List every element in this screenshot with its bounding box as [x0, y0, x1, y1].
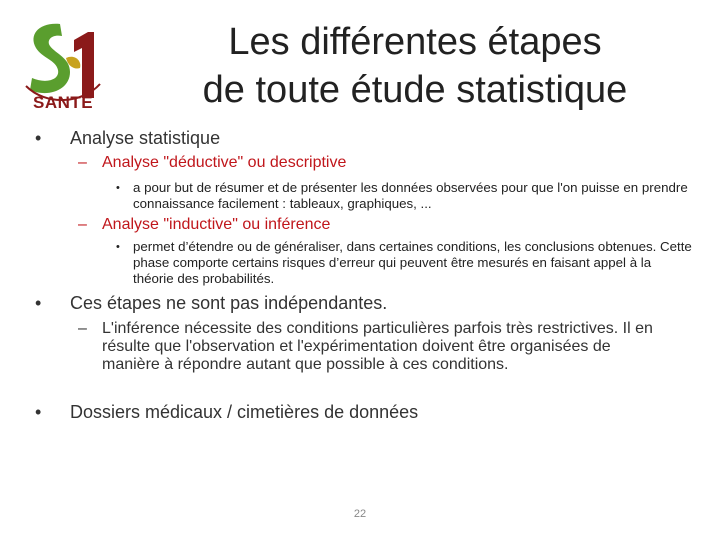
page-number: 22 [353, 508, 367, 520]
title-line-1: Les différentes étapes [228, 21, 602, 63]
bullet-icon: • [116, 241, 120, 253]
detail-text: a pour but de résumer et de présenter les données observées pour que l'on puisse en prendre connaissance facilement : tableaux, graphiques, ... [133, 180, 688, 211]
sub-bullet-text: Analyse "déductive" ou descriptive [102, 154, 347, 171]
bullet-icon: • [35, 402, 42, 422]
bullet-icon: • [35, 293, 42, 313]
sub-bullet-text: L'inférence nécessite des conditions particulières parfois très restrictives. Il en résulte que l'observation et l'expérimentation doivent être organisées de manière à répondre autant que possible à ces conditions. [102, 320, 653, 373]
title-line-2: de toute étude statistique [202, 69, 628, 111]
logo-text: SANTE [33, 93, 94, 112]
dash-icon: – [78, 154, 87, 171]
sub-bullet-text: Analyse "inductive" ou inférence [102, 216, 331, 233]
bullet-icon: • [116, 182, 120, 194]
detail-text: permet d’étendre ou de généraliser, dans certaines conditions, les conclusions obtenues. Cette phase comporte certains risques d’erreur qui peuvent être mesurés en faisant appel à la théorie des probabilités. [133, 239, 692, 286]
dash-icon: – [78, 216, 87, 233]
slide-title [130, 18, 700, 114]
dash-icon: – [78, 320, 87, 337]
bullet-text: Analyse statistique [70, 128, 221, 148]
bullet-text: Ces étapes ne sont pas indépendantes. [70, 293, 388, 313]
bullet-text: Dossiers médicaux / cimetières de données [70, 402, 419, 422]
bullet-icon: • [35, 128, 42, 148]
